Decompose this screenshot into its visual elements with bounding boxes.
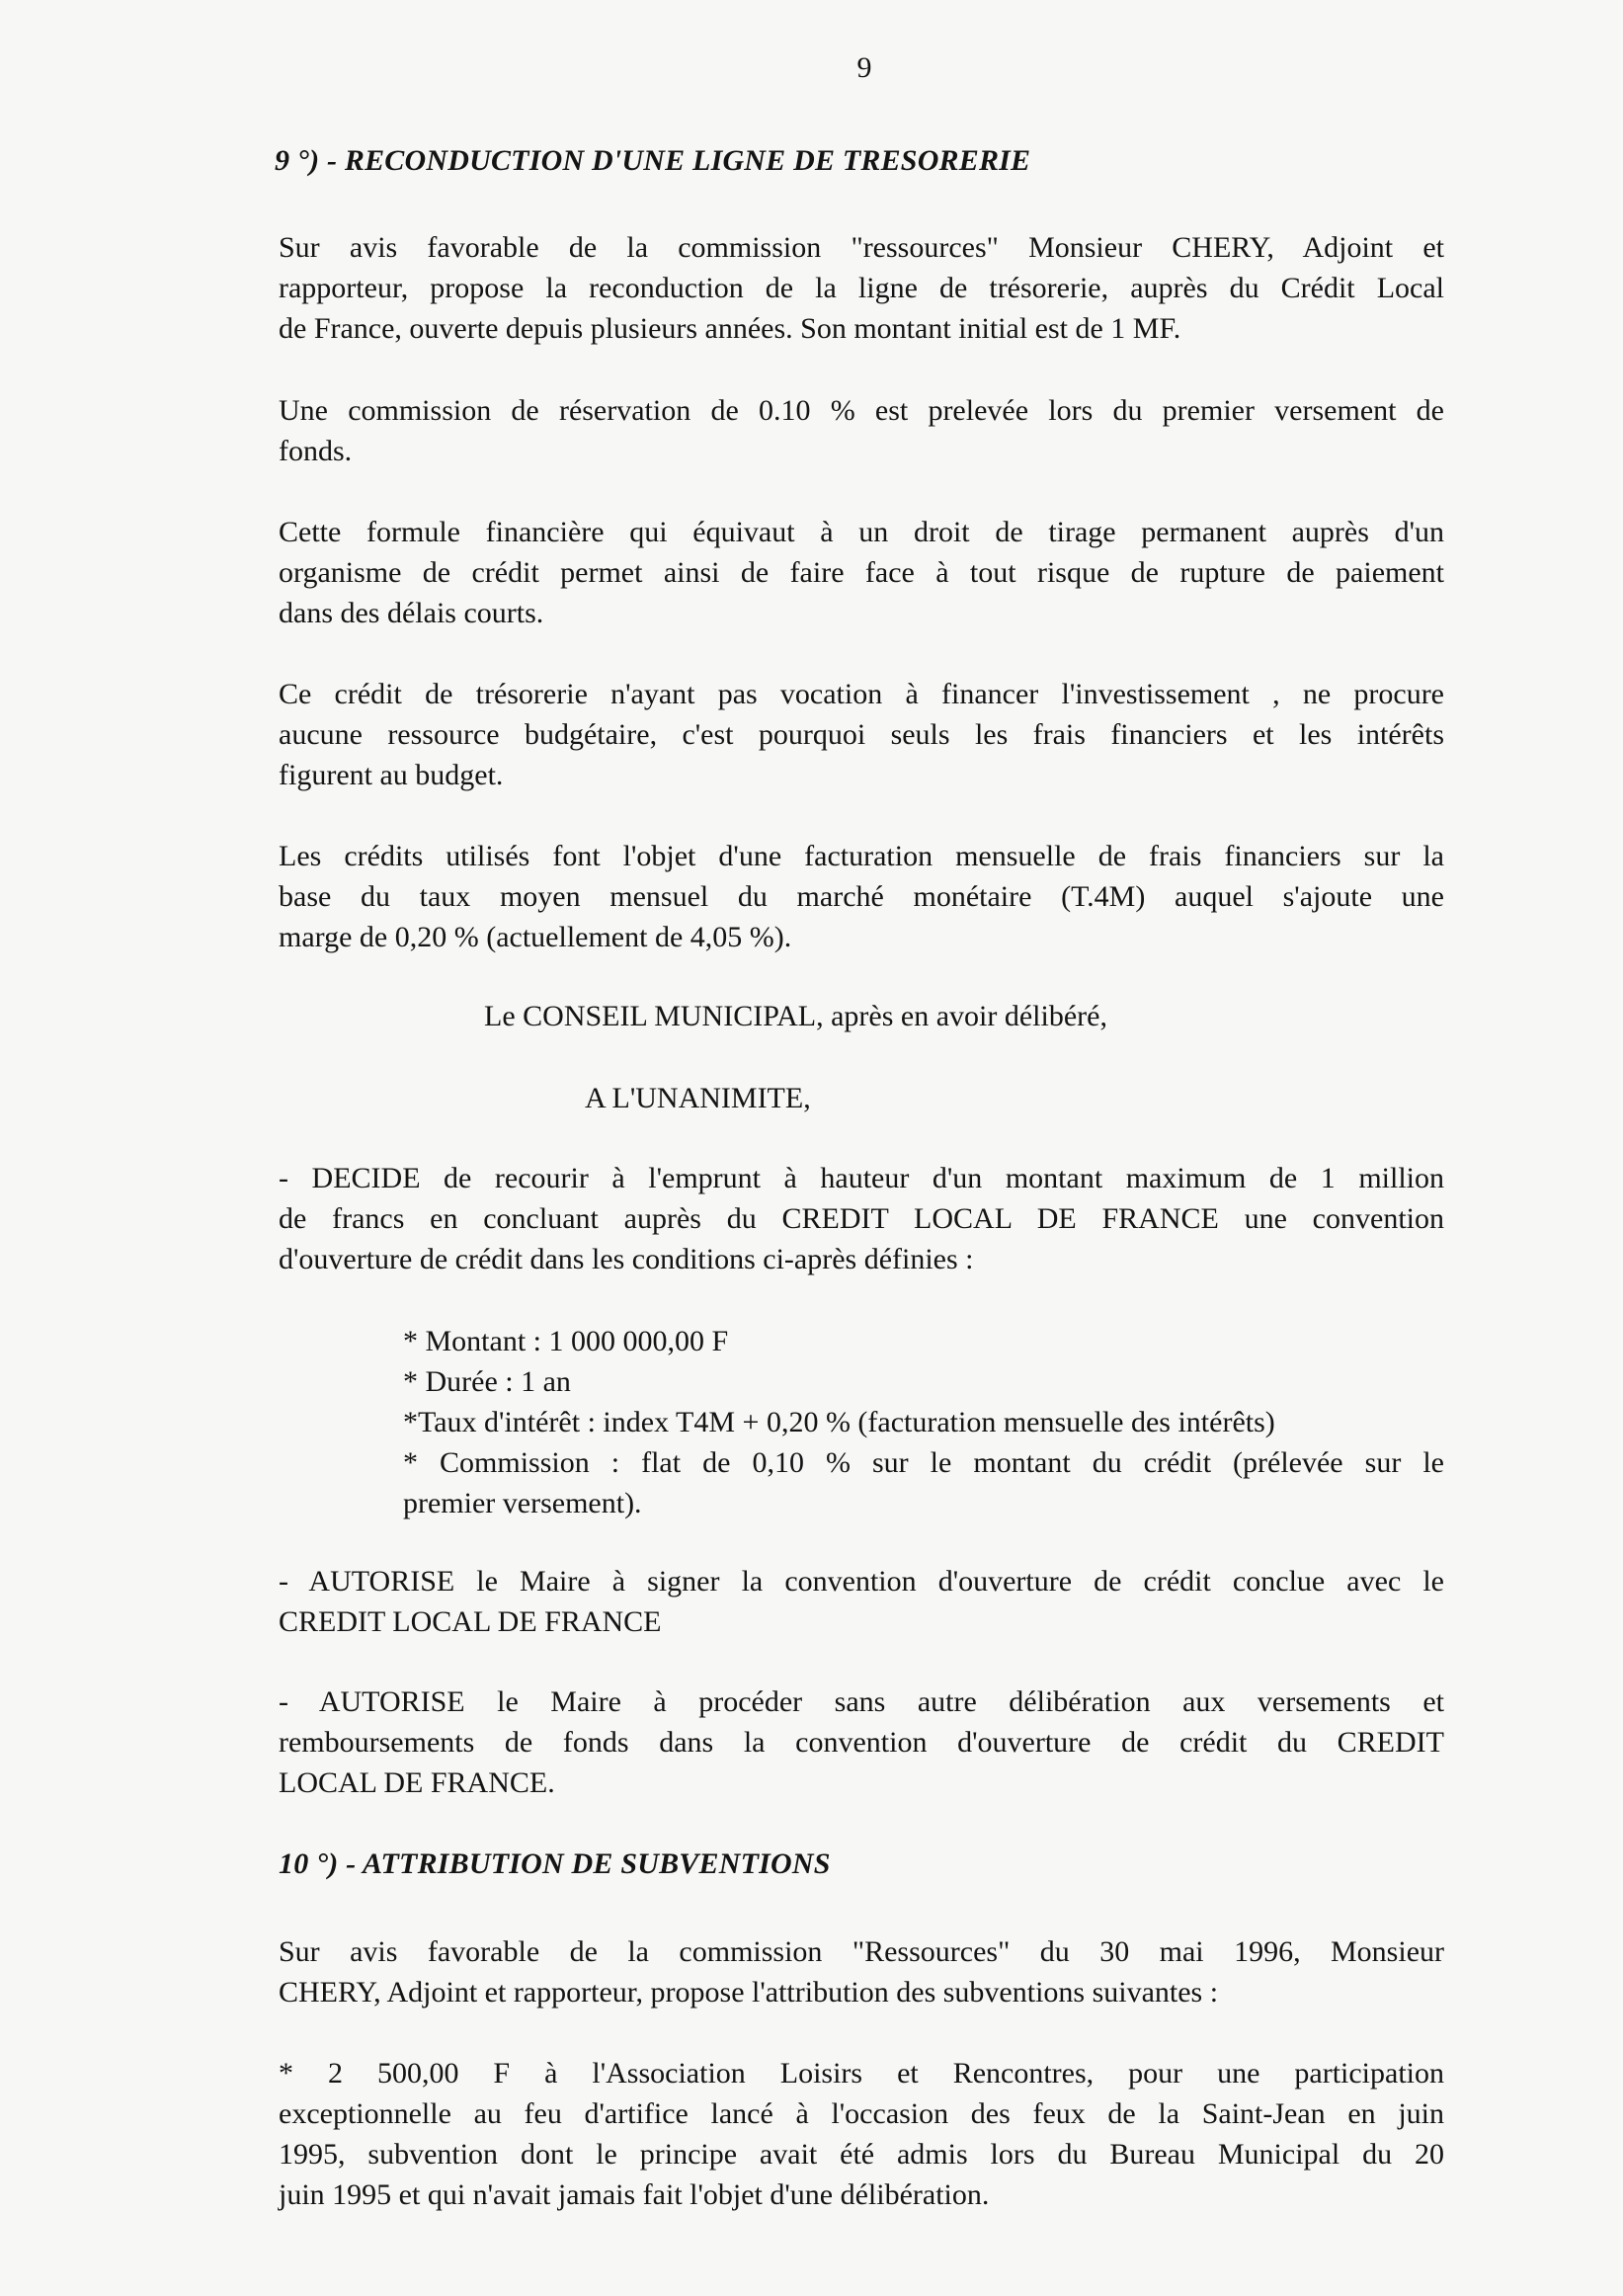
term-duration: * Durée : 1 an [403, 1365, 571, 1398]
paragraph-autorise-proceder [279, 1681, 1444, 1803]
paragraph-credits-utilises [279, 836, 1444, 957]
text-line: remboursements de fonds dans la convention d'ouverture de crédit du CREDIT [279, 1726, 1444, 1759]
paragraph-autorise-signer [279, 1561, 1444, 1642]
paragraph-decide [279, 1158, 1444, 1279]
paragraph-formule-financiere [279, 512, 1444, 633]
council-deliberation-line: Le CONSEIL MUNICIPAL, après en avoir délibéré, [484, 1000, 1107, 1032]
text-line: exceptionnelle au feu d'artifice lancé à l'occasion des feux de la Saint-Jean en juin [279, 2097, 1444, 2130]
section-10-heading: 10 °) - ATTRIBUTION DE SUBVENTIONS [279, 1847, 831, 1880]
text-line: marge de 0,20 % (actuellement de 4,05 %). [279, 921, 792, 953]
term-amount: * Montant : 1 000 000,00 F [403, 1325, 729, 1357]
text-line: Cette formule financière qui équivaut à un droit de tirage permanent auprès d'un [279, 516, 1444, 548]
section-9-heading: 9 °) - RECONDUCTION D'UNE LIGNE DE TRESORERIE [275, 144, 1031, 177]
paragraph-subventions-intro [279, 1931, 1444, 2012]
text-line: figurent au budget. [279, 759, 504, 791]
text-line: * 2 500,00 F à l'Association Loisirs et Rencontres, pour une participation [279, 2057, 1444, 2090]
page-number: 9 [856, 51, 872, 84]
text-line: Ce crédit de trésorerie n'ayant pas vocation à financer l'investissement , ne procure [279, 678, 1444, 710]
text-line: d'ouverture de crédit dans les conditions ci-après définies : [279, 1243, 974, 1275]
paragraph-subvention-loisirs-rencontres [279, 2053, 1444, 2215]
text-line: Sur avis favorable de la commission "ressources" Monsieur CHERY, Adjoint et [279, 231, 1444, 264]
text-line: de francs en concluant auprès du CREDIT LOCAL DE FRANCE une convention [279, 1202, 1444, 1235]
paragraph-credit-tresorerie [279, 674, 1444, 795]
text-line: de France, ouverte depuis plusieurs années. Son montant initial est de 1 MF. [279, 312, 1181, 345]
text-line: LOCAL DE FRANCE. [279, 1766, 555, 1799]
text-line: aucune ressource budgétaire, c'est pourquoi seuls les frais financiers et les intérêts [279, 718, 1444, 751]
text-line: CHERY, Adjoint et rapporteur, propose l'attribution des subventions suivantes : [279, 1976, 1219, 2009]
paragraph-commission-reservation [279, 390, 1444, 471]
text-line: juin 1995 et qui n'avait jamais fait l'objet d'une délibération. [279, 2178, 990, 2211]
text-line: 1995, subvention dont le principe avait été admis lors du Bureau Municipal du 20 [279, 2138, 1444, 2171]
loan-terms-list [403, 1321, 1444, 1523]
text-line: CREDIT LOCAL DE FRANCE [279, 1605, 662, 1638]
text-line: - AUTORISE le Maire à procéder sans autre délibération aux versements et [279, 1685, 1444, 1718]
term-commission: * Commission : flat de 0,10 % sur le montant du crédit (prélevée sur le [403, 1446, 1444, 1479]
text-line: Les crédits utilisés font l'objet d'une facturation mensuelle de frais financiers sur la [279, 840, 1444, 872]
text-line: dans des délais courts. [279, 597, 544, 629]
text-line: base du taux moyen mensuel du marché monétaire (T.4M) auquel s'ajoute une [279, 880, 1444, 913]
text-line: Une commission de réservation de 0.10 % est prelevée lors du premier versement de [279, 394, 1444, 427]
paragraph-ligne-tresorerie [279, 227, 1444, 349]
text-line: organisme de crédit permet ainsi de faire face à tout risque de rupture de paiement [279, 556, 1444, 589]
text-line: Sur avis favorable de la commission "Ressources" du 30 mai 1996, Monsieur [279, 1935, 1444, 1968]
unanimity-line: A L'UNANIMITE, [585, 1082, 811, 1114]
term-interest-rate: *Taux d'intérêt : index T4M + 0,20 % (facturation mensuelle des intérêts) [403, 1406, 1275, 1438]
text-line: fonds. [279, 435, 353, 467]
text-line: rapporteur, propose la reconduction de la ligne de trésorerie, auprès du Crédit Local [279, 272, 1444, 304]
text-line: - AUTORISE le Maire à signer la convention d'ouverture de crédit conclue avec le [279, 1565, 1444, 1598]
term-commission-continued: premier versement). [403, 1487, 642, 1519]
text-line: - DECIDE de recourir à l'emprunt à hauteur d'un montant maximum de 1 million [279, 1162, 1444, 1194]
